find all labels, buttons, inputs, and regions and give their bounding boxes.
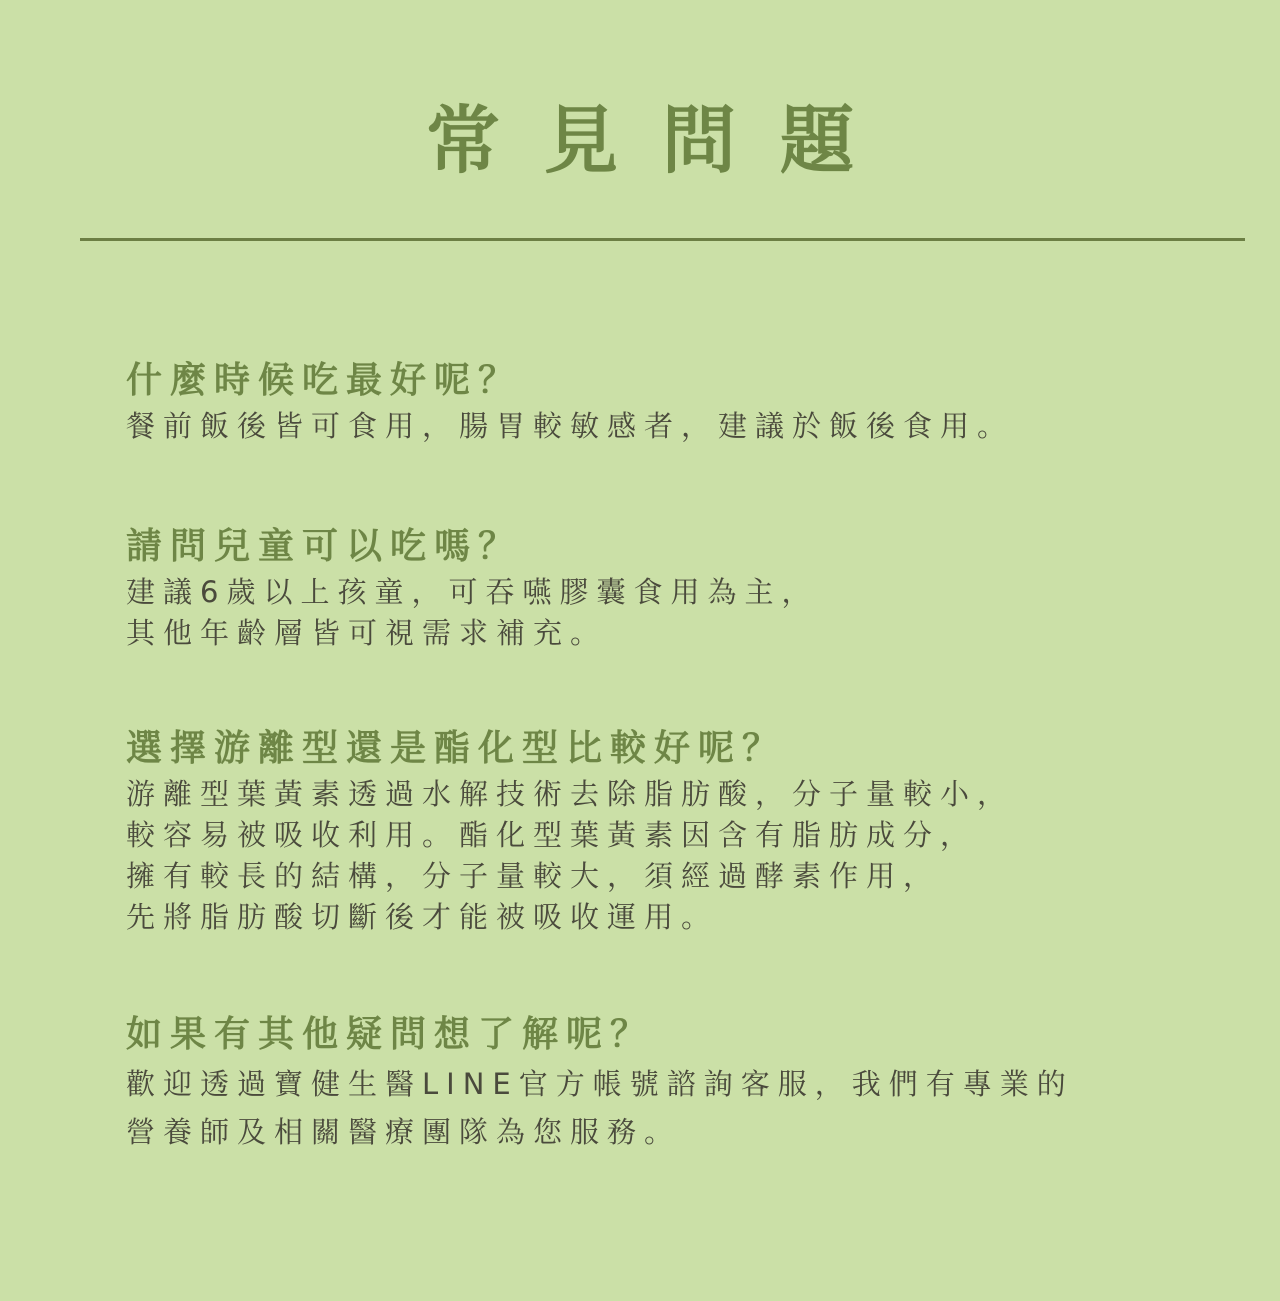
faq-item — [126, 356, 1014, 447]
faq-answer-line: 擁有較長的結構，分子量較大，須經過酵素作用， — [126, 859, 941, 893]
faq-answer-line: 游離型葉黃素透過水解技術去除脂肪酸，分子量較小， — [126, 777, 1015, 811]
faq-question: 請問兒童可以吃嗎？ — [126, 526, 523, 567]
title-divider — [80, 238, 1245, 241]
faq-question: 如果有其他疑問想了解呢？ — [126, 1014, 655, 1055]
faq-answer-line: 先將脂肪酸切斷後才能被吸收運用。 — [126, 900, 719, 934]
faq-question: 選擇游離型還是酯化型比較好呢？ — [126, 728, 787, 769]
faq-answer-line: 歡迎透過寶健生醫LINE官方帳號諮詢客服，我們有專業的 — [126, 1067, 1074, 1101]
faq-question: 什麼時候吃最好呢？ — [126, 360, 523, 401]
page-title: 常見問題 — [426, 98, 898, 184]
faq-answer-line: 餐前飯後皆可食用，腸胃較敏感者，建議於飯後食用。 — [126, 409, 1015, 443]
faq-item — [126, 522, 818, 654]
faq-answer-line: 其他年齡層皆可視需求補充。 — [126, 616, 608, 650]
faq-answer-line: 較容易被吸收利用。酯化型葉黃素因含有脂肪成分， — [126, 818, 978, 852]
faq-item — [126, 1010, 1074, 1156]
faq-item — [126, 724, 1014, 938]
faq-answer-line: 營養師及相關醫療團隊為您服務。 — [126, 1115, 682, 1149]
faq-answer-line: 建議6歲以上孩童，可吞嚥膠囊食用為主， — [126, 575, 819, 609]
